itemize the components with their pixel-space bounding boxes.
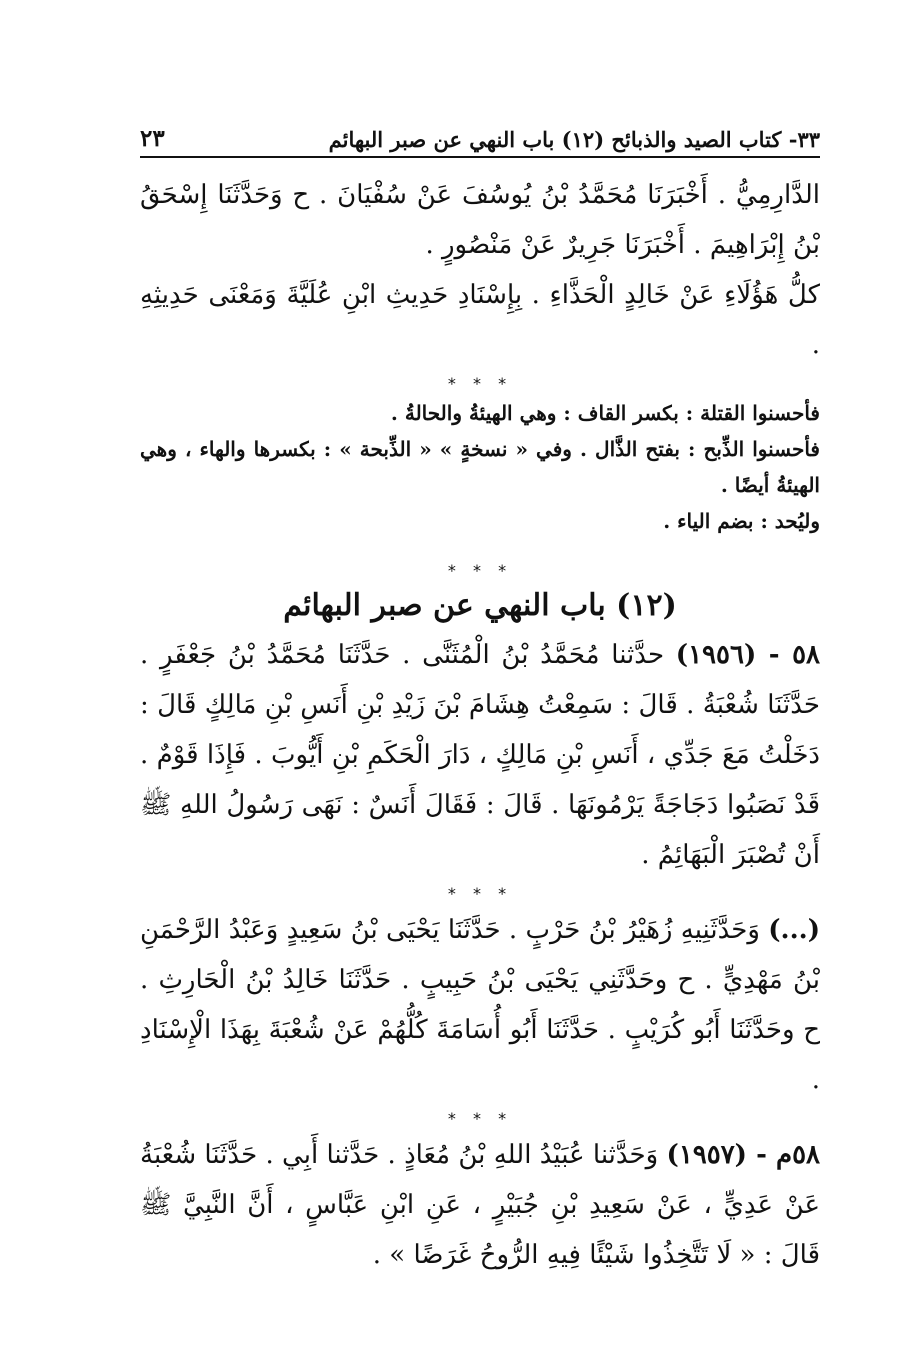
hadith-text: حدَّثنا مُحَمَّدُ بْنُ الْمُثَنَّى . حَدَّثَنَا مُحَمَّدُ بْنُ جَعْفَرٍ . حَدَّثَنَا شُعْبَةُ . قَالَ : سَمِعْتُ هِشَامَ بْنَ زَيْدِ بْنِ أَنَسِ بْنِ مَالِكٍ قَالَ : دَخَلْتُ مَعَ جَدِّي ، أَنَسِ بْنِ مَالِكٍ ، دَارَ الْحَكَمِ بْنِ أَيُّوبَ . فَإِذَا قَوْمٌ . قَدْ نَصَبُوا دَجَاجَةً يَرْمُونَهَا . قَالَ : فَقَالَ أَنَسٌ : نَهَى رَسُولُ اللهِ ﷺ أَنْ تُصْبَرَ الْبَهَائِمُ . <box>140 640 820 870</box>
hadith-text: وَحَدَّثنا عُبَيْدُ اللهِ بْنُ مُعَاذٍ . حَدَّثنا أَبِي . حَدَّثَنَا شُعْبَةُ عَنْ عَدِيٍّ ، عَنْ سَعِيدِ بْنِ جُبَيْرٍ ، عَنِ ابْنِ عَبَّاسٍ ، أَنَّ النَّبِيَّ ﷺ قَالَ : « لَا تَتَّخِذُوا شَيْئًا فِيهِ الرُّوحُ غَرَضًا » . <box>140 1140 820 1270</box>
hadith-number: ٥٨ - (١٩٥٦) <box>675 640 820 670</box>
section-divider: * * * <box>447 561 513 580</box>
section-divider: * * * <box>447 374 513 393</box>
intro-paragraph-2: كلُّ هَؤُلَاءِ عَنْ خَالِدٍ الْحَذَّاءِ . بِإِسْنَادِ حَدِيثِ ابْنِ عُلَيَّةَ وَمَعْنَى حَدِيثِهِ . <box>140 280 820 360</box>
hadith-number: (...) <box>768 915 820 945</box>
hadith-58m <box>140 1130 820 1280</box>
running-header <box>140 112 820 158</box>
hadith-text: وَحَدَّثَنِيهِ زُهَيْرُ بْنُ حَرْبٍ . حَدَّثَنَا يَحْيَى بْنُ سَعِيدٍ وَعَبْدُ الرَّحْمَنِ بْنُ مَهْدِيٍّ . ح وحَدَّثَنِي يَحْيَى بْنُ حَبِيبٍ . حَدَّثَنَا خَالِدُ بْنُ الْحَارِثِ . ح وحَدَّثَنَا أَبُو كُرَيْبٍ . حَدَّثَنَا أَبُو أُسَامَةَ كُلُّهُمْ عَنْ شُعْبَةَ بِهَذَا الْإِسْنَادِ . <box>140 915 820 1095</box>
hadith-number: ٥٨م - (١٩٥٧) <box>666 1140 820 1170</box>
chapter-heading: (١٢) باب النهي عن صبر البهائم <box>283 588 677 623</box>
running-title: ٣٣- كتاب الصيد والذبائح (١٢) باب النهي عن صبر البهائم <box>328 127 820 152</box>
section-divider: * * * <box>447 1109 513 1128</box>
hadith-58 <box>140 630 820 880</box>
section-divider: * * * <box>447 884 513 903</box>
footnote-2: فأحسنوا الذِّبح : بفتح الذَّال . وفي « نسخةٍ » « الذِّبحة » : بكسرها والهاء ، وهي الهيئةُ أيضًا . <box>140 437 820 497</box>
footnote-3: وليُحد : بضم الياء . <box>663 509 820 533</box>
page-body <box>140 170 820 1280</box>
intro-paragraph: الدَّارِمِيُّ . أَخْبَرَنَا مُحَمَّدُ بْنُ يُوسُفَ عَنْ سُفْيَانَ . ح وَحَدَّثَنَا إِسْحَقُ بْنُ إِبْرَاهِيمَ . أَخْبَرَنَا جَرِيرٌ عَنْ مَنْصُورٍ . <box>140 180 820 260</box>
footnote-1: فأحسنوا القتلة : بكسر القاف : وهي الهيئةُ والحالةُ . <box>390 401 820 425</box>
page-number: ٢٣ <box>140 125 165 152</box>
hadith-000 <box>140 905 820 1105</box>
